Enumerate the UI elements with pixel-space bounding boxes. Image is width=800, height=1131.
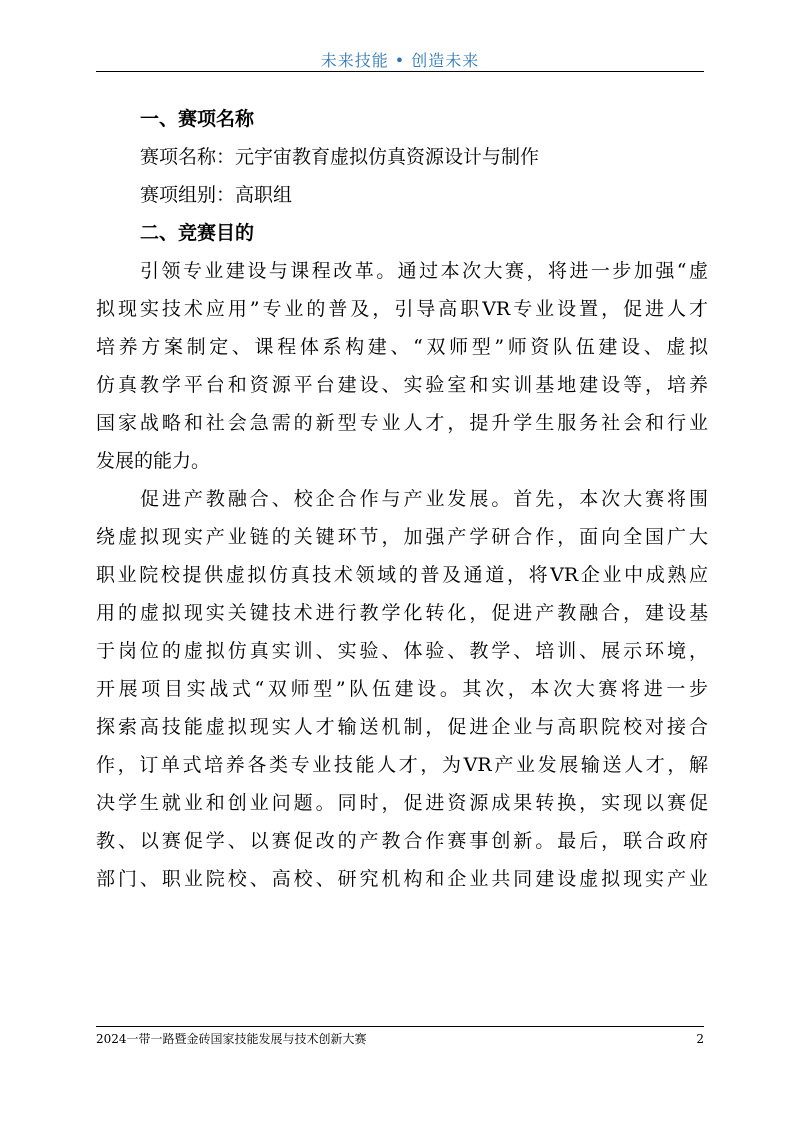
paragraph [96,480,708,898]
paragraph-line: 用的虚拟现实关键技术进行教学化转化，促进产教融合，建设基 [96,602,708,624]
document-body [96,100,708,898]
paragraph-line: 绕虚拟现实产业链的关键环节，加强产学研合作，面向全国广大 [96,526,708,548]
paragraph-line: 开展项目实战式“双师型”队伍建设。其次，本次大赛将进一步 [96,678,708,700]
paragraph-line: 职业院校提供虚拟仿真技术领域的普及通道，将VR企业中成熟应 [96,564,708,586]
section-1 [140,100,708,214]
section-2 [96,214,708,898]
paragraph-line: 培养方案制定、课程体系构建、“双师型”师资队伍建设、虚拟 [96,336,708,358]
header-title: 未来技能 • 创造未来 [320,51,480,70]
paragraph-line: 探索高技能虚拟现实人才输送机制，促进企业与高职院校对接合 [96,716,708,738]
header-rule [96,71,704,72]
page-number: 2 [696,1032,704,1046]
competition-name-line: 赛项名称：元宇宙教育虚拟仿真资源设计与制作 [140,146,540,168]
section-heading: 一、赛项名称 [140,108,255,130]
paragraph-line: 国家战略和社会急需的新型专业人才，提升学生服务社会和行业 [96,412,708,434]
paragraph-line: 仿真教学平台和资源平台建设、实验室和实训基地建设等，培养 [96,374,708,396]
competition-group-line: 赛项组别：高职组 [140,184,293,206]
paragraph-line: 作，订单式培养各类专业技能人才，为VR产业发展输送人才，解 [96,754,708,776]
paragraph-line: 拟现实技术应用”专业的普及，引导高职VR专业设置，促进人才 [96,298,708,320]
paragraph-line: 于岗位的虚拟仿真实训、实验、体验、教学、培训、展示环境， [96,640,708,662]
paragraph-line: 发展的能力。 [96,450,211,472]
section-heading: 二、竞赛目的 [140,222,255,244]
paragraph-line: 促进产教融合、校企合作与产业发展。首先，本次大赛将围 [140,488,708,510]
footer-event-name: 2024一带一路暨金砖国家技能发展与技术创新大赛 [96,1032,367,1046]
paragraph-line: 引领专业建设与课程改革。通过本次大赛，将进一步加强“虚 [140,260,708,282]
paragraph [96,252,708,480]
paragraph-line: 教、以赛促学、以赛促改的产教合作赛事创新。最后，联合政府 [96,830,708,852]
paragraph-line: 部门、职业院校、高校、研究机构和企业共同建设虚拟现实产业 [96,868,708,890]
paragraph-line: 决学生就业和创业问题。同时，促进资源成果转换，实现以赛促 [96,792,708,814]
footer-rule [96,1026,704,1027]
